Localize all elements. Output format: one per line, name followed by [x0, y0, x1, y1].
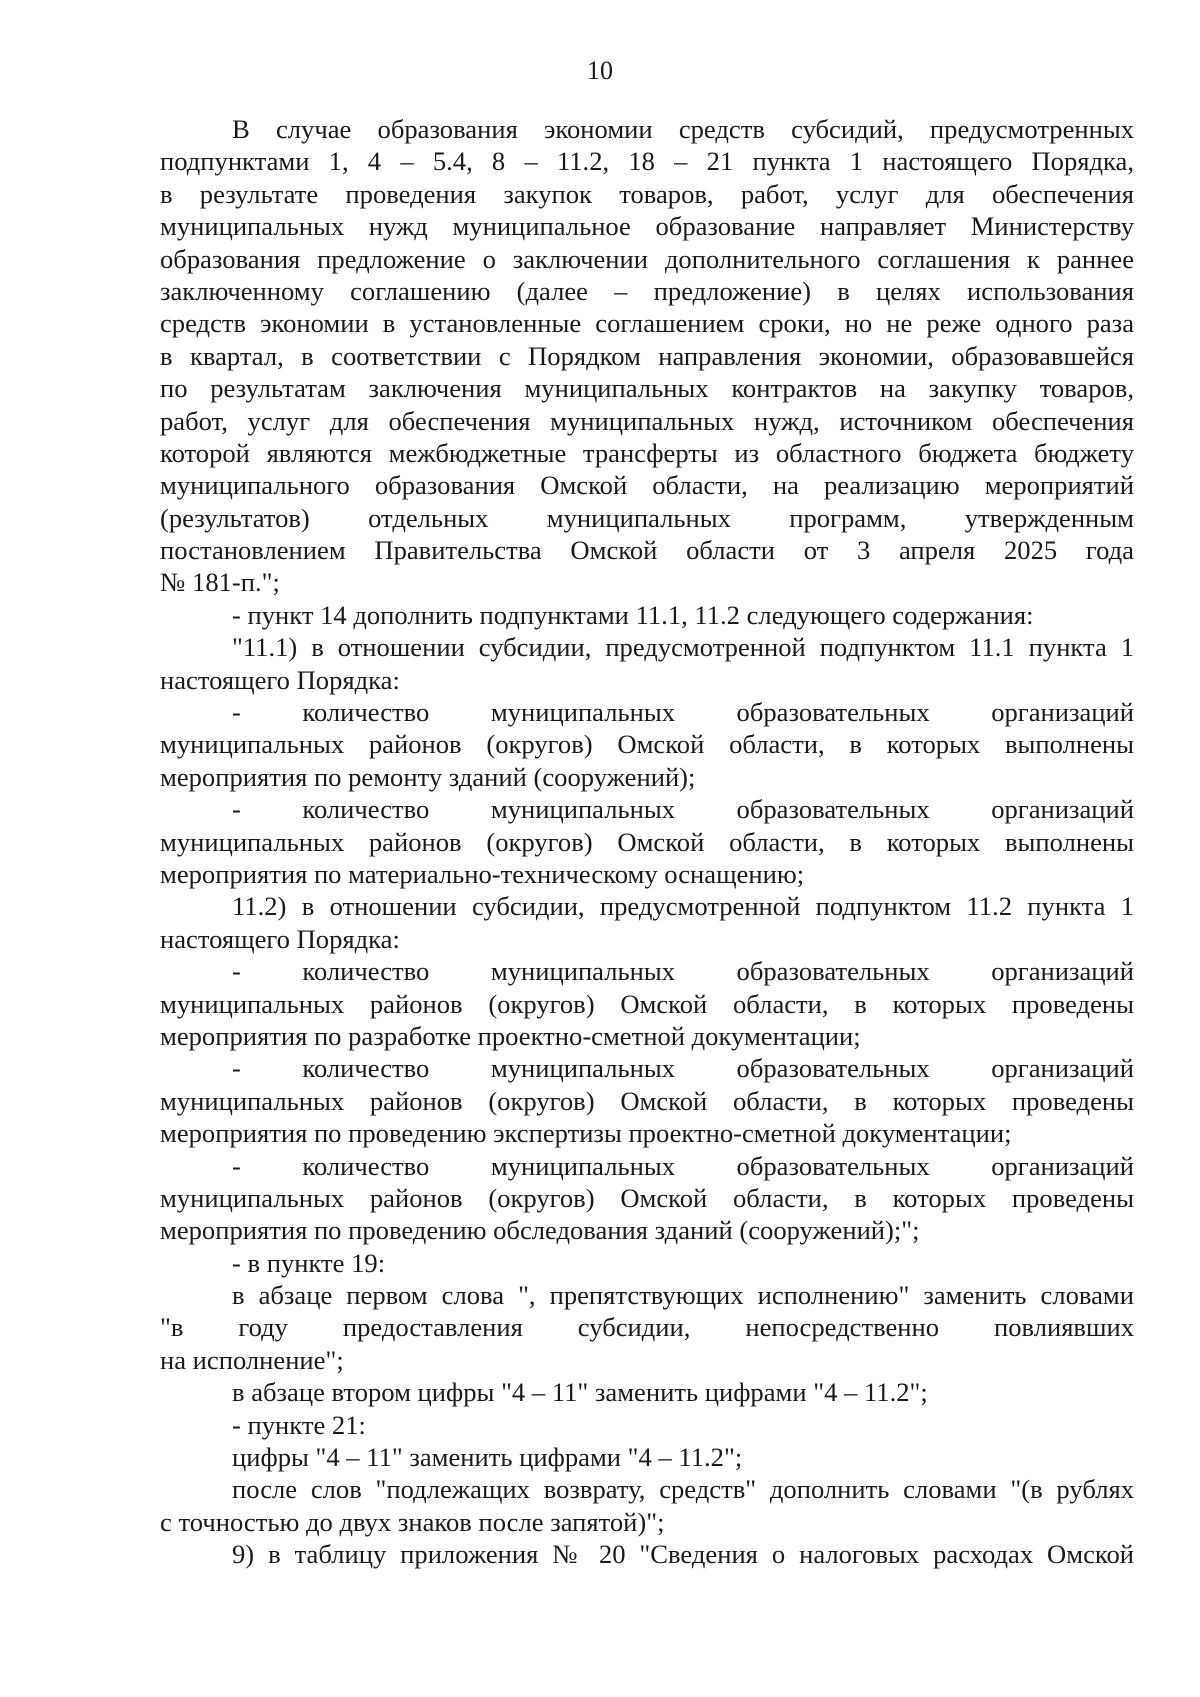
text-line: по результатам заключения муниципальных контрактов на закупку товаров,	[160, 373, 1134, 404]
text-line: муниципальных районов (округов) Омской области, в которых проведены	[160, 1085, 1134, 1116]
text-line: № 181-п.";	[160, 567, 280, 598]
text-line: в результате проведения закупок товаров, работ, услуг для обеспечения	[160, 178, 1134, 209]
text-line: "11.1) в отношении субсидии, предусмотренной подпунктом 11.1 пункта 1	[232, 632, 1134, 663]
text-line: - количество муниципальных образовательных организаций	[232, 794, 1134, 825]
text-line: цифры "4 – 11" заменить цифрами "4 – 11.2";	[232, 1442, 743, 1473]
text-line: мероприятия по ремонту зданий (сооружений);	[160, 761, 696, 792]
text-line: средств экономии в установленные соглашением сроки, но не реже одного раза	[160, 308, 1134, 339]
text-line: работ, услуг для обеспечения муниципальных нужд, источником обеспечения	[160, 405, 1134, 436]
text-line: с точностью до двух знаков после запятой)";	[160, 1506, 665, 1537]
text-line: на исполнение";	[160, 1344, 344, 1375]
text-line: муниципальных нужд муниципальное образование направляет Министерству	[160, 211, 1134, 242]
text-line: заключенному соглашению (далее – предложение) в целях использования	[160, 275, 1134, 306]
text-line: - в пункте 19:	[232, 1247, 386, 1278]
text-line: - количество муниципальных образовательных организаций	[232, 956, 1134, 987]
text-line: 11.2) в отношении субсидии, предусмотренной подпунктом 11.2 пункта 1	[232, 891, 1134, 922]
text-line: мероприятия по разработке проектно-сметной документации;	[160, 1020, 861, 1051]
text-line: - пункт 14 дополнить подпунктами 11.1, 11.2 следующего содержания:	[232, 599, 1034, 630]
text-line: подпунктами 1, 4 – 5.4, 8 – 11.2, 18 – 21 пункта 1 настоящего Порядка,	[160, 146, 1134, 177]
text-line: постановлением Правительства Омской области от 3 апреля 2025 года	[160, 535, 1134, 566]
text-line: мероприятия по материально-техническому оснащению;	[160, 858, 805, 889]
text-line: (результатов) отдельных муниципальных программ, утвержденным	[160, 502, 1134, 533]
text-line: в квартал, в соответствии с Порядком направления экономии, образовавшейся	[160, 340, 1134, 371]
text-line: муниципальных районов (округов) Омской области, в которых проведены	[160, 988, 1134, 1019]
text-line: 9) в таблицу приложения № 20 "Сведения о налоговых расходах Омской	[232, 1539, 1134, 1570]
text-line: мероприятия по проведению экспертизы проектно-сметной документации;	[160, 1118, 1012, 1149]
text-line: настоящего Порядка:	[160, 923, 400, 954]
text-line: муниципальных районов (округов) Омской области, в которых выполнены	[160, 729, 1134, 760]
text-line: - количество муниципальных образовательных организаций	[232, 1150, 1134, 1181]
text-line: образования предложение о заключении дополнительного соглашения к раннее	[160, 243, 1134, 274]
text-line: настоящего Порядка:	[160, 664, 400, 695]
text-line: в абзаце первом слова ", препятствующих исполнению" заменить словами	[232, 1280, 1134, 1311]
text-line: в абзаце втором цифры "4 – 11" заменить цифрами "4 – 11.2";	[232, 1377, 928, 1408]
text-line: - количество муниципальных образовательных организаций	[232, 1053, 1134, 1084]
document-body	[160, 113, 1134, 1571]
text-line: после слов "подлежащих возврату, средств" дополнить словами "(в рублях	[232, 1474, 1134, 1505]
text-line: муниципального образования Омской области, на реализацию мероприятий	[160, 470, 1134, 501]
text-line: - пункте 21:	[232, 1409, 366, 1440]
text-line: В случае образования экономии средств субсидий, предусмотренных	[232, 114, 1134, 144]
text-line: "в году предоставления субсидии, непосредственно повлиявших	[160, 1312, 1134, 1343]
text-line: муниципальных районов (округов) Омской области, в которых выполнены	[160, 826, 1134, 857]
text-line: которой являются межбюджетные трансферты из областного бюджета бюджету	[160, 437, 1134, 468]
text-line: муниципальных районов (округов) Омской области, в которых проведены	[160, 1182, 1134, 1213]
page-number: 10	[587, 56, 613, 85]
text-line: - количество муниципальных образовательных организаций	[232, 697, 1134, 728]
text-line: мероприятия по проведению обследования зданий (сооружений);";	[160, 1215, 920, 1246]
